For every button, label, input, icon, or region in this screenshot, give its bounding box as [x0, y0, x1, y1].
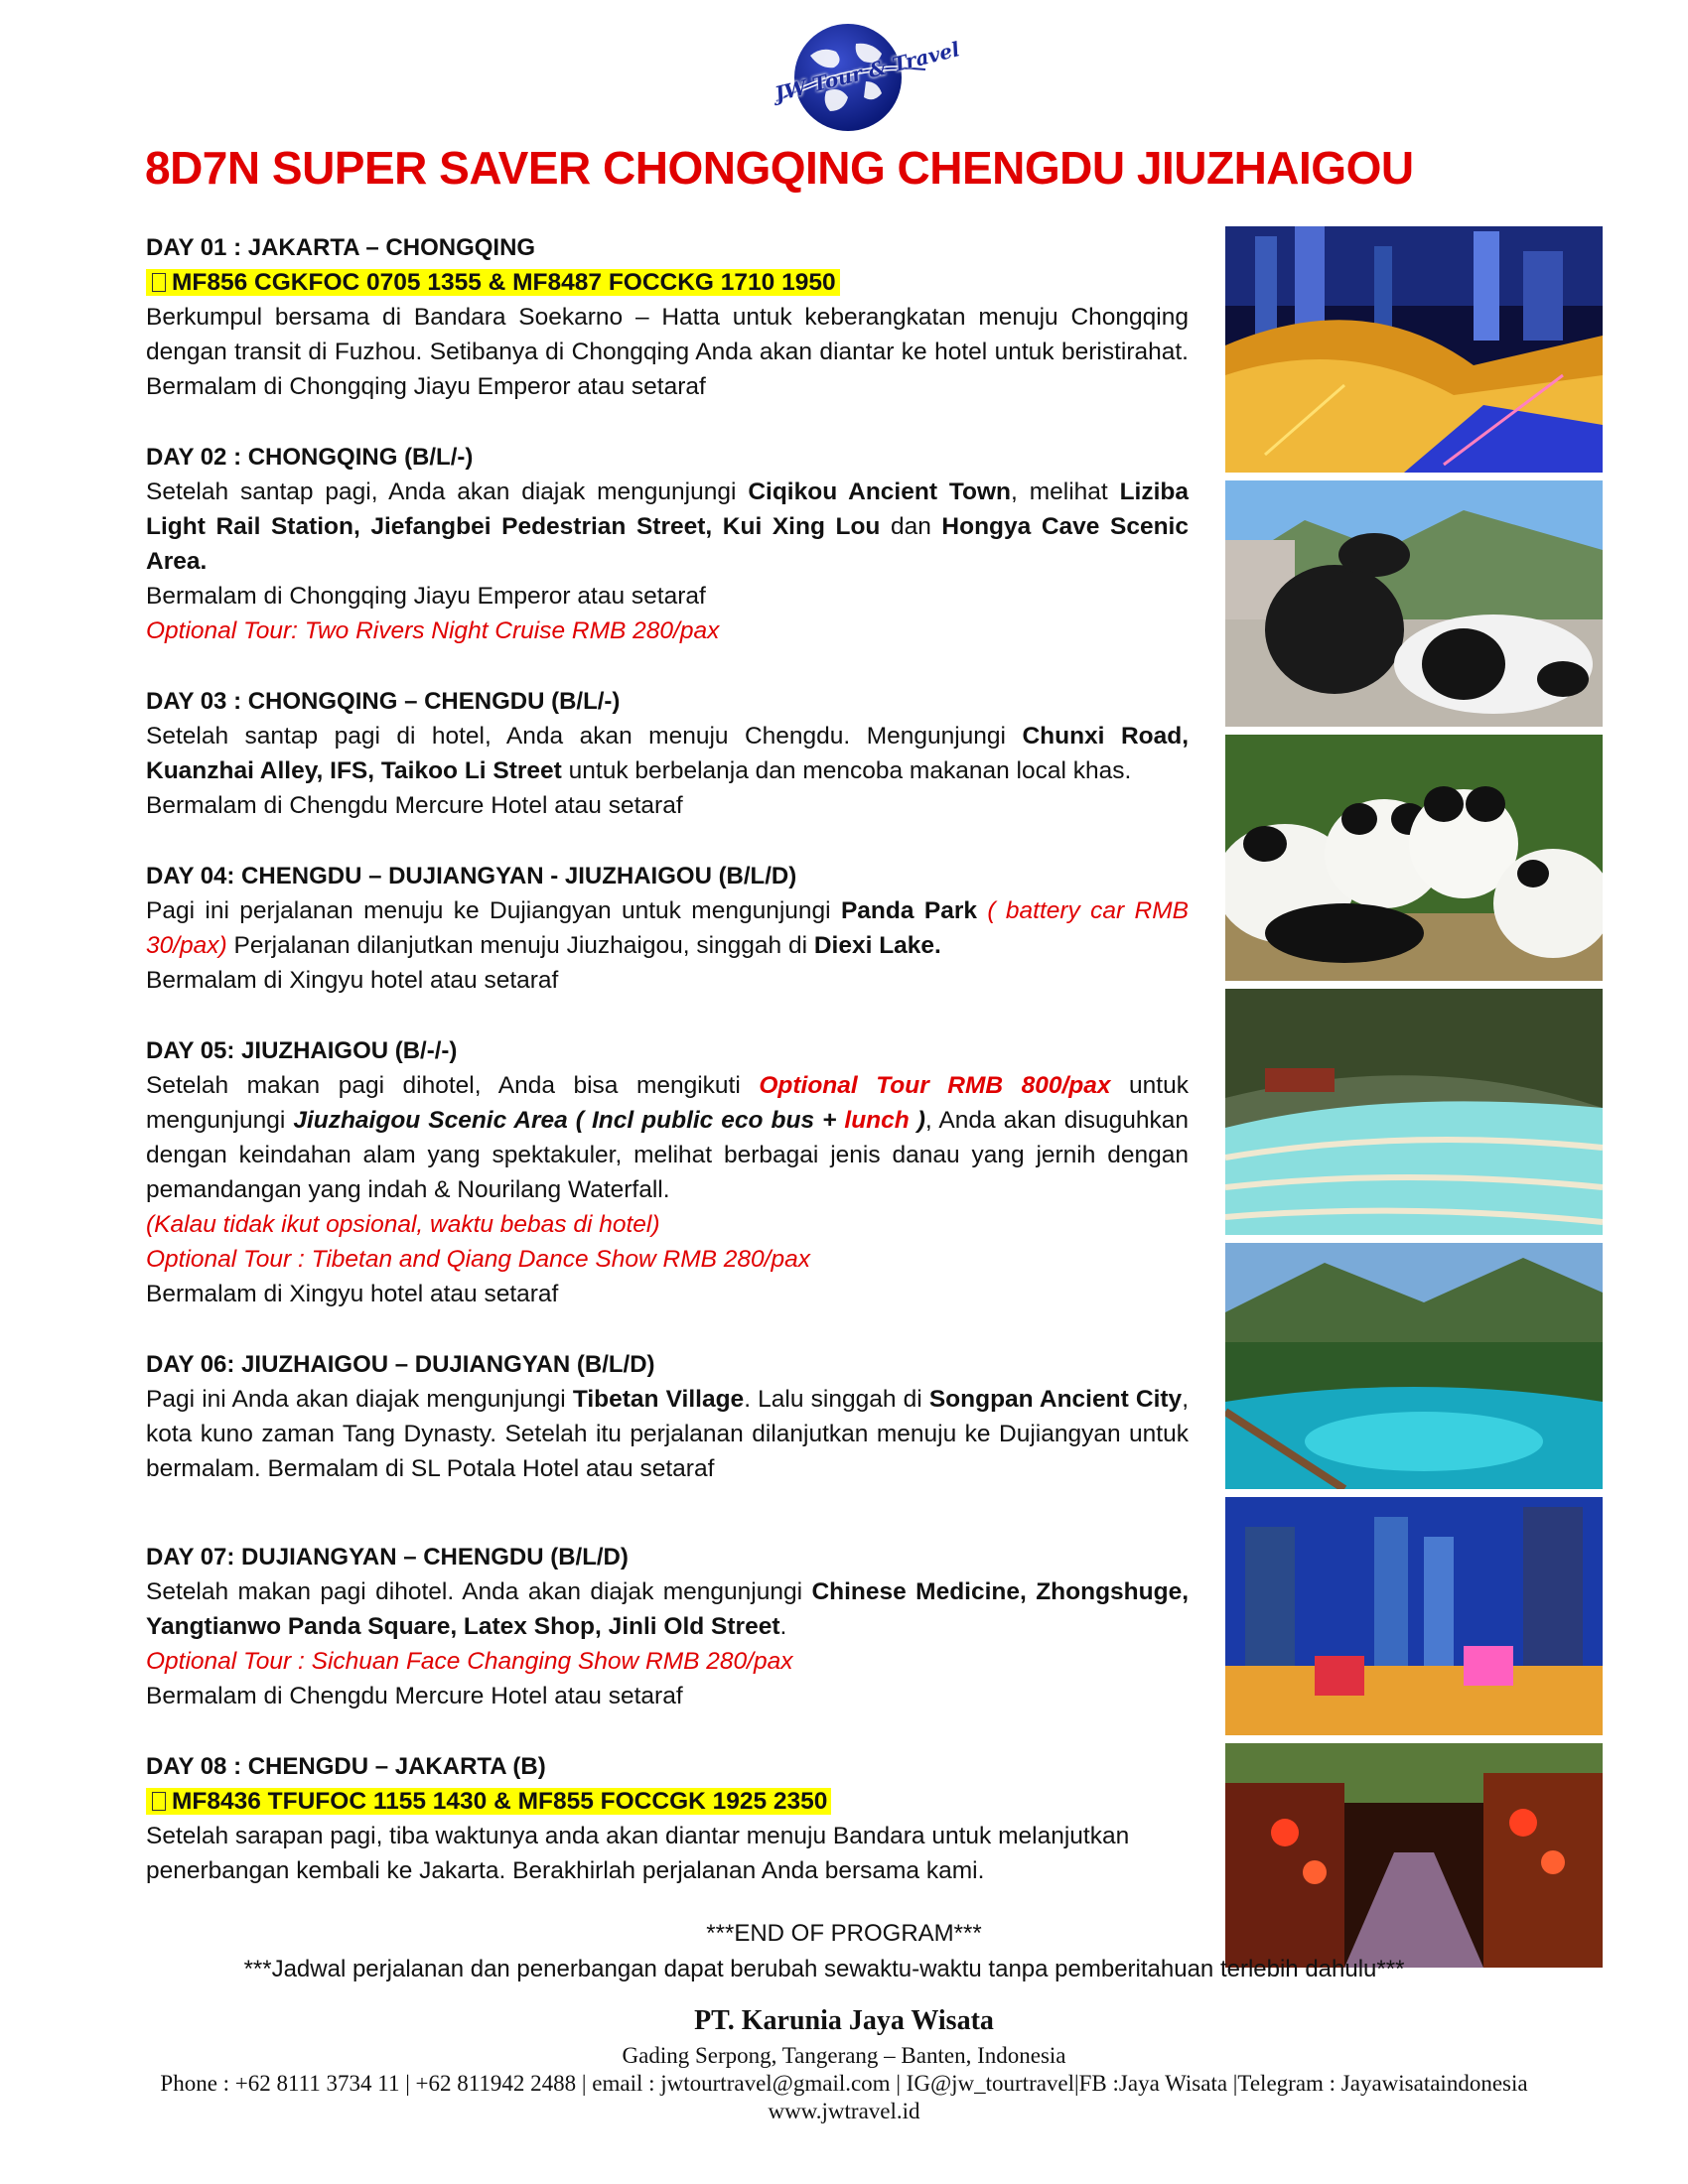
text: Setelah santap pagi di hotel, Anda akan menuju Chengdu. Mengunjungi	[146, 723, 1023, 750]
text: , kota kuno zaman Tang Dynasty. Setelah itu perjalanan dilanjutkan menuju ke Dujiangyan untuk bermalam. Bermalam di SL Potala Hotel atau setaraf	[146, 1386, 1189, 1482]
day-06	[146, 1347, 1189, 1486]
text: .	[779, 1613, 787, 1640]
text: Pagi ini perjalanan menuju ke Dujiangyan untuk mengunjungi	[146, 897, 841, 924]
day-03	[146, 684, 1189, 823]
text: dan	[880, 513, 942, 540]
page-title: 8D7N SUPER SAVER CHONGQING CHENGDU JIUZHAIGOU	[145, 142, 1414, 194]
day-heading: DAY 04: CHENGDU – DUJIANGYAN - JIUZHAIGOU (B/L/D)	[146, 863, 797, 889]
text: )	[909, 1107, 925, 1134]
optional-tour: Optional Tour : Tibetan and Qiang Dance Show RMB 280/pax	[146, 1246, 810, 1273]
text: , melihat	[1011, 478, 1120, 505]
company-logo	[767, 22, 962, 133]
hotel-line: Bermalam di Chengdu Mercure Hotel atau setaraf	[146, 792, 683, 819]
day-heading: DAY 05: JIUZHAIGOU (B/-/-)	[146, 1037, 458, 1064]
attraction: Diexi Lake.	[813, 932, 941, 959]
checkbox-icon	[152, 273, 166, 292]
day-07	[146, 1540, 1189, 1713]
chongqing-night-city-photo	[1225, 226, 1603, 473]
attraction: Chunxi Road, Kuanzhai Alley, IFS, Taikoo Li Street	[146, 723, 1190, 784]
text: Setelah santap pagi, Anda akan diajak mengunjungi	[146, 478, 749, 505]
pandas-photo	[1225, 735, 1603, 981]
day-heading: DAY 03 : CHONGQING – CHENGDU (B/L/-)	[146, 688, 621, 715]
logo-text: JW Tour & Travel	[772, 37, 962, 106]
attraction: Liziba Light Rail Station, Jiefangbei Pedestrian Street, Kui Xing Lou	[146, 478, 1190, 540]
flight-info: MF856 CGKFOC 0705 1355 & MF8487 FOCCKG 1710 1950	[172, 269, 836, 296]
jiuzhaigou-terraces-photo	[1225, 989, 1603, 1235]
day-heading: DAY 01 : JAKARTA – CHONGQING	[146, 234, 536, 261]
day-description	[146, 1382, 1189, 1486]
text: Setelah makan pagi dihotel. Anda akan diajak mengunjungi	[146, 1578, 812, 1605]
flight-info: MF8436 TFUFOC 1155 1430 & MF855 FOCCGK 1925 2350	[172, 1788, 828, 1815]
disclaimer: ***Jadwal perjalanan dan penerbangan dapat berubah sewaktu-waktu tanpa pemberitahuan terlebih dahulu***	[243, 1956, 1405, 1982]
attraction: Songpan Ancient City	[928, 1386, 1183, 1413]
day-description	[146, 1574, 1189, 1644]
day-heading: DAY 02 : CHONGQING (B/L/-)	[146, 444, 474, 471]
optional-tour: Optional Tour : Sichuan Face Changing Show RMB 280/pax	[146, 1648, 793, 1675]
attraction: Tibetan Village	[572, 1386, 745, 1413]
attraction: Hongya Cave Scenic Area.	[146, 513, 1189, 575]
lunch-note: lunch	[844, 1107, 910, 1134]
optional-tour-price: Optional Tour RMB 800/pax	[759, 1072, 1111, 1099]
text: untuk berbelanja dan mencoba makanan local khas.	[561, 757, 1132, 784]
flight-line	[146, 265, 1189, 300]
chengdu-city-night-photo	[1225, 1497, 1603, 1735]
day-04	[146, 859, 1189, 998]
day-02	[146, 440, 1189, 648]
free-time-note: (Kalau tidak ikut opsional, waktu bebas di hotel)	[146, 1211, 660, 1238]
end-of-program: ***END OF PROGRAM***	[706, 1920, 982, 1947]
text: untuk mengunjungi	[146, 1072, 1189, 1134]
day-description: Berkumpul bersama di Bandara Soekarno – Hatta untuk keberangkatan menuju Chongqing dengan transit di Fuzhou. Setibanya di Chongqing Anda akan diantar ke hotel untuk beristirahat. Bermalam di Chongqing Jiayu Emperor atau setaraf	[146, 304, 1189, 400]
hotel-line: Bermalam di Xingyu hotel atau setaraf	[146, 967, 559, 994]
day-01	[146, 230, 1189, 404]
text: . Lalu singgah di	[744, 1386, 929, 1413]
company-contact: Phone : +62 8111 3734 11 | +62 811942 2488 | email : jwtourtravel@gmail.com | IG@jw_tourtravel|FB :Jaya Wisata |Telegram : Jayawisataindonesia	[160, 2071, 1528, 2096]
hotel-line: Bermalam di Chengdu Mercure Hotel atau setaraf	[146, 1683, 683, 1709]
attraction: Chinese Medicine, Zhongshuge, Yangtianwo Panda Square, Latex Shop, Jinli Old Street	[146, 1578, 1189, 1640]
day-description	[146, 719, 1189, 788]
day-description	[146, 475, 1189, 579]
text: Setelah makan pagi dihotel, Anda bisa mengikuti	[146, 1072, 760, 1099]
company-address: Gading Serpong, Tangerang – Banten, Indonesia	[622, 2043, 1066, 2068]
hotel-line: Bermalam di Chongqing Jiayu Emperor atau setaraf	[146, 583, 706, 610]
attraction: Ciqikou Ancient Town	[748, 478, 1012, 505]
optional-tour: Optional Tour: Two Rivers Night Cruise RMB 280/pax	[146, 617, 720, 644]
itinerary	[146, 230, 1189, 1924]
text: , Anda akan disuguhkan dengan keindahan alam yang spektakuler, melihat berbagai jenis danau yang jernih dengan pemandangan yang indah & Nourilang Waterfall.	[146, 1107, 1190, 1203]
text: Pagi ini Anda akan diajak mengunjungi	[146, 1386, 573, 1413]
day-description: Setelah sarapan pagi, tiba waktunya anda akan diantar menuju Bandara untuk melanjutkan penerbangan kembali ke Jakarta. Berakhirlah perjalanan Anda bersama kami.	[146, 1823, 1130, 1884]
day-heading: DAY 07: DUJIANGYAN – CHENGDU (B/L/D)	[146, 1544, 629, 1570]
day-heading: DAY 06: JIUZHAIGOU – DUJIANGYAN (B/L/D)	[146, 1351, 655, 1378]
company-name: PT. Karunia Jaya Wisata	[694, 2005, 994, 2036]
day-heading: DAY 08 : CHENGDU – JAKARTA (B)	[146, 1753, 546, 1780]
flight-line	[146, 1784, 1189, 1819]
battery-car-note: ( battery car RMB 30/pax)	[146, 897, 1190, 959]
text: Perjalanan dilanjutkan menuju Jiuzhaigou, singgah di	[226, 932, 814, 959]
attraction: Jiuzhaigou Scenic Area ( Incl public eco bus +	[293, 1107, 845, 1134]
day-08	[146, 1749, 1189, 1888]
hotel-line: Bermalam di Xingyu hotel atau setaraf	[146, 1281, 559, 1307]
attraction: Panda Park	[840, 897, 977, 924]
jiuzhaigou-lake-photo	[1225, 1243, 1603, 1489]
day-description	[146, 893, 1189, 963]
checkbox-icon	[152, 1792, 166, 1811]
day-description	[146, 1068, 1189, 1207]
company-website: www.jwtravel.id	[768, 2099, 920, 2123]
giant-panda-sculpture-photo	[1225, 480, 1603, 727]
day-05	[146, 1033, 1189, 1311]
